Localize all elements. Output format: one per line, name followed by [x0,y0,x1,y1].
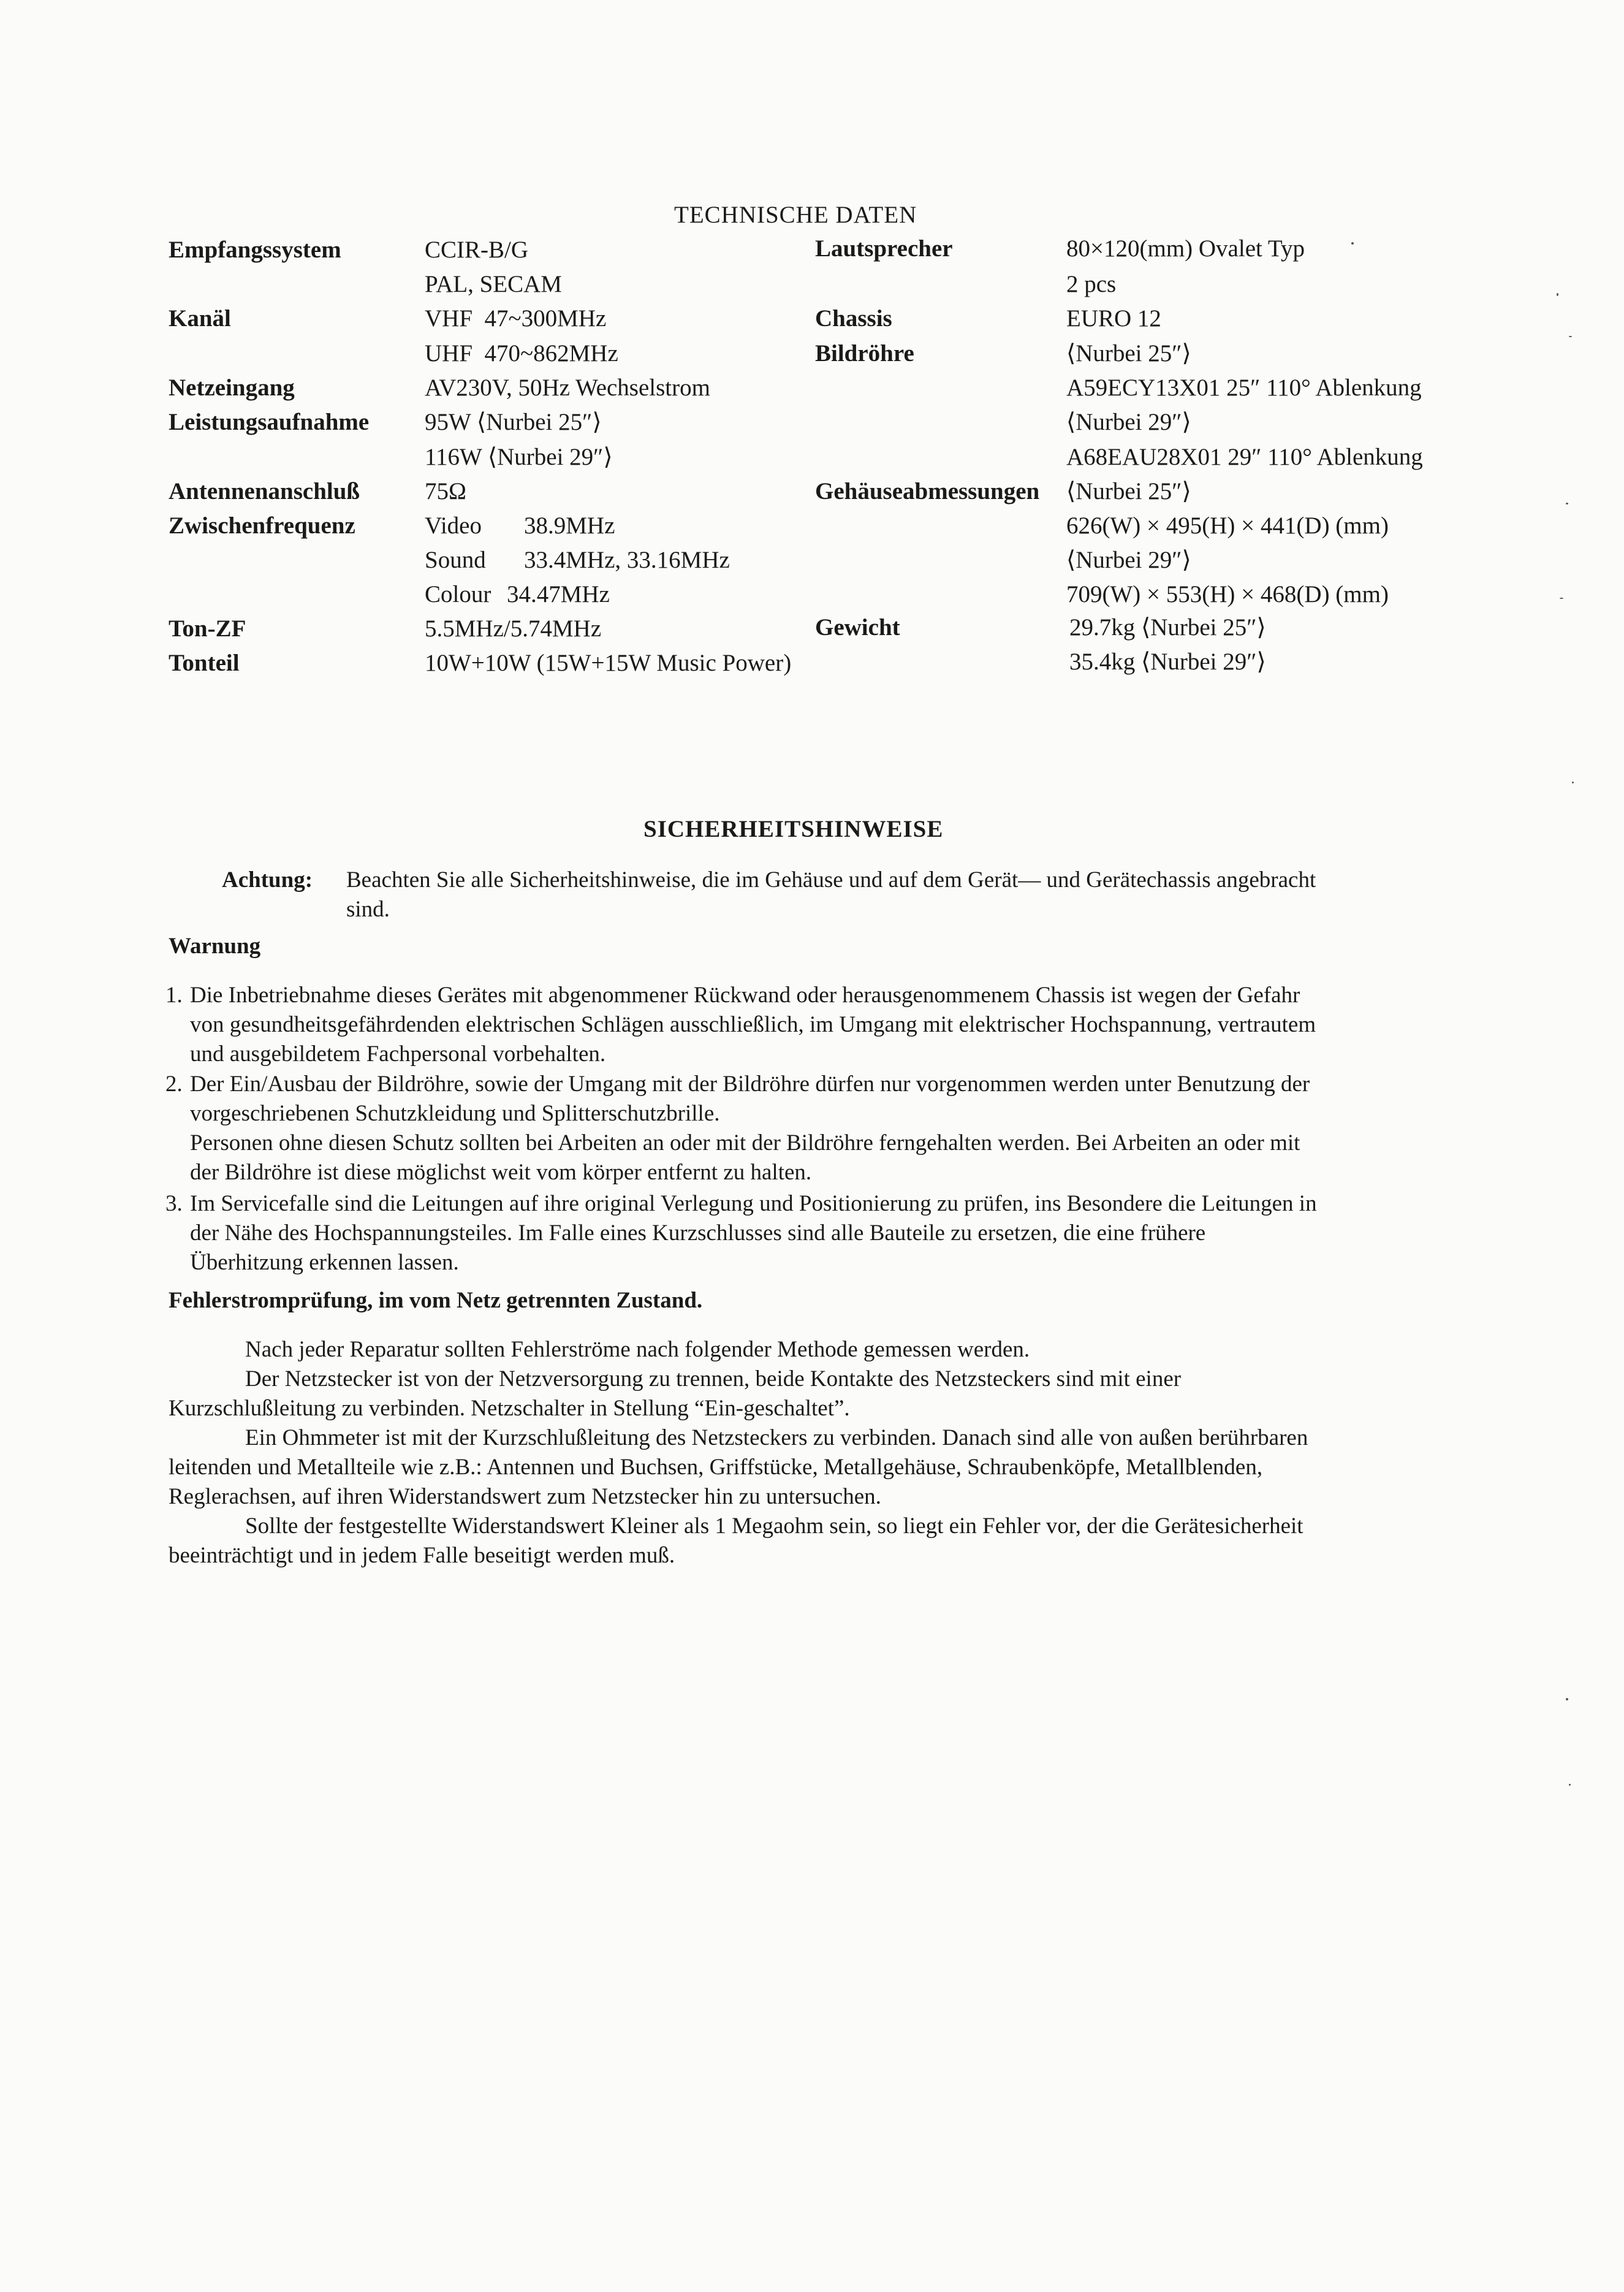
warning-line: von gesundheitsgefährdenden elektrischen Schlägen ausschließlich, im Umgang mit elektrischer Hochspannung, vertrautem [190,1012,1316,1037]
spec-value: 116W ⟨Nurbei 29″⟩ [425,444,613,470]
test-line: Der Netzstecker ist von der Netzversorgung zu trennen, beide Kontakte des Netzsteckers sind mit einer [245,1366,1182,1392]
scan-speck [1351,242,1354,245]
spec-label-ton-zf: Ton-ZF [169,615,246,642]
spec-label-kanal: Kanäl [169,305,231,332]
test-paragraph [169,1335,1462,1571]
spec-value: EURO 12 [1066,305,1161,332]
test-heading: Fehlerstromprüfung, im vom Netz getrennten Zustand. [169,1288,703,1313]
scan-speck [1566,503,1568,504]
warning-line: der Bildröhre ist diese möglichst weit vom körper entfernt zu halten. [190,1160,812,1185]
spec-label-gewicht: Gewicht [815,614,900,641]
spec-label-leistungsaufnahme: Leistungsaufnahme [169,409,370,435]
spec-value: A68EAU28X01 29″ 110° Ablenkung [1066,444,1423,470]
spec-value: 29.7kg ⟨Nurbei 25″⟩ [1069,614,1266,641]
spec-value: 10W+10W (15W+15W Music Power) [425,650,792,676]
spec-value: 80×120(mm) Ovalet Typ [1066,235,1305,262]
spec-value: ⟨Nurbei 29″⟩ [1066,409,1191,435]
spec-value: 75Ω [425,478,466,504]
spec-value: CCIR-B/G [425,237,529,263]
safety-title: SICHERHEITSHINWEISE [643,816,944,842]
spec-subvalue: 33.4MHz, 33.16MHz [524,547,730,573]
test-line: Reglerachsen, auf ihren Widerstandswert zum Netzstecker hin zu untersuchen. [169,1484,881,1509]
scan-speck [1557,293,1558,296]
test-line: beeinträchtigt und in jedem Falle beseitigt werden muß. [169,1543,675,1568]
achtung-text: Beachten Sie alle Sicherheitshinweise, die im Gehäuse und auf dem Gerät— und Gerätechassis angebracht [346,867,1316,893]
specs-title: TECHNISCHE DATEN [674,202,917,228]
spec-value: 95W ⟨Nurbei 25″⟩ [425,409,602,435]
warning-line: Personen ohne diesen Schutz sollten bei Arbeiten an oder mit der Bildröhre ferngehalten werden. Bei Arbeiten an oder mit [190,1130,1300,1156]
spec-label-chassis: Chassis [815,305,892,332]
spec-label-zwischenfrequenz: Zwischenfrequenz [169,512,355,539]
test-line: Sollte der festgestellte Widerstandswert Kleiner als 1 Megaohm sein, so liegt ein Fehler vor, der die Gerätesicherheit [245,1513,1303,1539]
warning-line: Im Servicefalle sind die Leitungen auf ihre original Verlegung und Positionierung zu prüfen, ins Besondere die Leitungen in [190,1191,1317,1216]
spec-label-antennenanschluss: Antennenanschluß [169,478,360,504]
list-number: 3. [165,1191,183,1216]
warning-line: vorgeschriebenen Schutzkleidung und Splitterschutzbrille. [190,1101,720,1126]
warning-line: und ausgebildetem Fachpersonal vorbehalten. [190,1041,606,1067]
warning-line: Die Inbetriebnahme dieses Gerätes mit abgenommener Rückwand oder herausgenommenem Chassis ist wegen der Gefahr [190,983,1300,1008]
scan-speck [1569,1784,1571,1786]
warning-line: Überhitzung erkennen lassen. [190,1250,459,1275]
spec-value: Colour [425,581,491,607]
achtung-label: Achtung: [222,867,313,893]
spec-value: AV230V, 50Hz Wechselstrom [425,375,710,401]
spec-value: Video [425,512,482,539]
spec-value: A59ECY13X01 25″ 110° Ablenkung [1066,375,1422,401]
spec-label-lautsprecher: Lautsprecher [815,235,953,262]
achtung-text-cont: sind. [346,897,390,922]
list-number: 2. [165,1072,183,1097]
scan-speck [1566,1698,1568,1700]
spec-value: 626(W) × 495(H) × 441(D) (mm) [1066,512,1389,539]
spec-value: ⟨Nurbei 25″⟩ [1066,340,1191,367]
test-line: Kurzschlußleitung zu verbinden. Netzschalter in Stellung “Ein-geschaltet”. [169,1396,850,1421]
spec-value: Sound [425,547,486,573]
spec-label-tonteil: Tonteil [169,650,240,676]
spec-label-netzeingang: Netzeingang [169,375,295,401]
spec-value: PAL, SECAM [425,271,562,297]
spec-value: UHF 470~862MHz [425,340,618,367]
spec-value: 709(W) × 553(H) × 468(D) (mm) [1066,581,1389,607]
warning-line: Der Ein/Ausbau der Bildröhre, sowie der Umgang mit der Bildröhre dürfen nur vorgenommen werden unter Benutzung der [190,1072,1310,1097]
test-line: leitenden und Metallteile wie z.B.: Antennen und Buchsen, Griffstücke, Metallgehäuse, Schraubenköpfe, Metallblenden, [169,1455,1263,1480]
scan-speck [1572,782,1574,783]
spec-subvalue: 34.47MHz [507,581,610,607]
warning-line: der Nähe des Hochspannungsteiles. Im Falle eines Kurzschlusses sind alle Bauteile zu ersetzen, die eine frühere [190,1220,1206,1246]
spec-value: ⟨Nurbei 25″⟩ [1066,478,1191,504]
spec-value: 2 pcs [1066,271,1117,297]
test-line: Nach jeder Reparatur sollten Fehlerströme nach folgender Methode gemessen werden. [245,1337,1030,1362]
test-line: Ein Ohmmeter ist mit der Kurzschlußleitung des Netzsteckers zu verbinden. Danach sind alle von außen berührbaren [245,1425,1308,1450]
spec-label-bildroehre: Bildröhre [815,340,914,367]
spec-label-empfangssystem: Empfangssystem [169,237,341,263]
list-number: 1. [165,983,183,1008]
spec-value: 5.5MHz/5.74MHz [425,615,602,642]
scan-speck [1569,336,1572,337]
warnung-label: Warnung [169,934,261,959]
spec-value: ⟨Nurbei 29″⟩ [1066,547,1191,573]
spec-subvalue: 38.9MHz [524,512,615,539]
spec-label-gehaeuseabmessungen: Gehäuseabmessungen [815,478,1040,504]
spec-value: VHF 47~300MHz [425,305,607,332]
spec-value: 35.4kg ⟨Nurbei 29″⟩ [1069,649,1266,675]
scan-speck [1560,598,1563,599]
